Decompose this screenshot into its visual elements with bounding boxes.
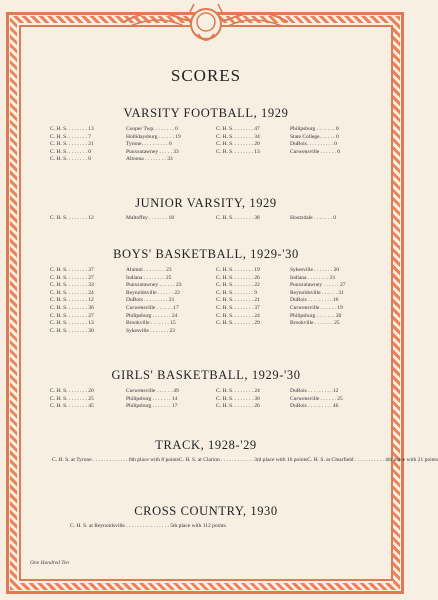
girls-col2 — [126, 388, 179, 411]
crest-ornament-icon — [120, 0, 292, 48]
jv-col3 — [216, 215, 260, 223]
score-line: C. H. S. . . . . . . . 22 — [216, 282, 260, 289]
score-line: Sykesville . . . . . . . 23 — [126, 327, 176, 334]
jv-col1 — [50, 215, 94, 223]
score-line: C. H. S. . . . . . . . 21 — [216, 297, 260, 304]
score-line: Altoona . . . . . . . . 33 — [126, 156, 173, 163]
boys-basketball-title: BOYS' BASKETBALL, 1929-'30 — [113, 247, 299, 261]
score-line: C. H. S. at Reynoldsville . . . . . . . . . . . . . . . . 5th place with 112 points. — [70, 523, 227, 529]
score-line: Philipsburg . . . . . . . 24 — [126, 312, 178, 319]
girls-col4 — [290, 388, 343, 411]
score-line: Brookville . . . . . . . 25 — [290, 320, 340, 327]
score-line: Curwensville . . . . . . 19 — [290, 304, 343, 311]
score-line: C. H. S. . . . . . . . 33 — [50, 282, 94, 289]
score-line: C. H. S. . . . . . . . 13 — [50, 126, 94, 132]
score-line: C. H. S. . . . . . . . 47 — [216, 126, 260, 132]
score-line: Curwensville . . . . . . 49 — [126, 388, 179, 394]
track-title: TRACK, 1928-'29 — [155, 438, 257, 452]
score-line: Cooper Twp. . . . . . . . 0 — [126, 126, 178, 132]
boys-col2 — [126, 267, 181, 335]
score-line: C. H. S. . . . . . . . 38 — [216, 215, 260, 221]
score-line: C. H. S. . . . . . . . 12 — [50, 297, 94, 304]
boys-col1 — [50, 267, 94, 335]
score-line: Philipsburg . . . . . . . 14 — [126, 395, 178, 402]
score-line: C. H. S. . . . . . . . 29 — [216, 320, 260, 327]
cross-country-results — [70, 522, 227, 530]
jv-col2 — [126, 215, 174, 223]
score-line: C. H. S. . . . . . . . 13 — [50, 320, 94, 327]
page-number-footer: One Hundred Ten — [30, 560, 70, 566]
football-col4 — [290, 126, 340, 156]
score-line: Reynoldsville . . . . . . 31 — [290, 289, 344, 296]
score-line: C. H. S. at Clearfield . . . . . . . . . . . 4th place with 21 points — [307, 457, 438, 463]
score-line: Curwensville . . . . . . 25 — [290, 395, 343, 402]
score-line: DuBois . . . . . . . . . 16 — [290, 297, 339, 304]
score-line: State College. . . . . . 0 — [290, 133, 339, 140]
score-line: Curwensville . . . . . . 0 — [290, 148, 340, 155]
boys-col4 — [290, 267, 345, 328]
score-line: C. H. S. . . . . . . . 27 — [50, 274, 94, 281]
score-line: Hollidaysburg . . . . . . 19 — [126, 133, 181, 140]
page-title: SCORES — [170, 66, 242, 85]
score-line: C. H. S. . . . . . . . 37 — [216, 304, 260, 311]
score-line: C. H. S. . . . . . . . 12 — [50, 215, 94, 221]
score-line: C. H. S. . . . . . . . 30 — [216, 395, 260, 402]
score-line: C. H. S. . . . . . . . 24 — [216, 312, 260, 319]
football-col1 — [50, 126, 94, 164]
score-line: C. H. S. . . . . . . . 7 — [50, 133, 91, 140]
score-line: C. H. S. . . . . . . . 27 — [50, 312, 94, 319]
football-col2 — [126, 126, 181, 164]
score-line: C. H. S. . . . . . . . 24 — [50, 289, 94, 296]
score-line: Philipsburg . . . . . . . 20 — [290, 312, 342, 319]
girls-basketball-title: GIRLS' BASKETBALL, 1929-'30 — [111, 368, 301, 382]
score-line: Maltoffey . . . . . . . 18 — [126, 215, 175, 221]
score-line: Philipsburg . . . . . . . 17 — [126, 403, 178, 410]
football-title: VARSITY FOOTBALL, 1929 — [123, 106, 289, 120]
score-line: Houtzdale . . . . . . . 0 — [290, 215, 336, 221]
score-line: C. H. S. at Clarion . . . . . . . . . . . . 3rd place with 16 points — [178, 457, 308, 463]
score-line: Alumni . . . . . . . . 23 — [126, 267, 172, 273]
score-line: C. H. S. . . . . . . . 45 — [50, 403, 94, 410]
score-line: DuBois . . . . . . . . . 46 — [290, 403, 339, 410]
score-line: C. H. S. . . . . . . . 20 — [216, 141, 260, 148]
jv-title: JUNIOR VARSITY, 1929 — [135, 196, 277, 210]
track-results — [52, 456, 438, 464]
girls-col1 — [50, 388, 94, 411]
score-line: DuBois . . . . . . . . . 12 — [290, 388, 339, 394]
score-line: C. H. S. . . . . . . . 19 — [216, 267, 260, 273]
score-line: Curwensville . . . . . . 17 — [126, 304, 179, 311]
jv-col4 — [290, 215, 336, 223]
score-line: C. H. S. . . . . . . . 26 — [216, 403, 260, 410]
score-line: C. H. S. at Tyrone . . . . . . . . . . . . . 6th place with 8 points — [52, 457, 179, 463]
score-line: Brookville . . . . . . . 15 — [126, 320, 176, 327]
score-line: Reynoldsville . . . . . . 22 — [126, 289, 180, 296]
football-col3 — [216, 126, 260, 156]
score-line: Sykesville . . . . . . . 20 — [290, 267, 340, 273]
girls-col3 — [216, 388, 260, 411]
score-line: Tyrone. . . . . . . . . . 6 — [126, 141, 172, 148]
score-line: C. H. S. . . . . . . . 0 — [50, 156, 91, 163]
score-line: C. H. S. . . . . . . . 26 — [216, 274, 260, 281]
cross-country-title: CROSS COUNTRY, 1930 — [134, 504, 278, 518]
score-line: C. H. S. . . . . . . . 34 — [216, 133, 260, 140]
score-line: Philipsburg . . . . . . . 0 — [290, 126, 339, 132]
score-line: C. H. S. . . . . . . . 9 — [216, 289, 257, 296]
score-line: C. H. S. . . . . . . . 21 — [50, 141, 94, 148]
score-line: C. H. S. . . . . . . . 37 — [50, 267, 94, 273]
boys-col3 — [216, 267, 260, 328]
score-line: C. H. S. . . . . . . . 13 — [216, 148, 260, 155]
score-line: C. H. S. . . . . . . . 20 — [50, 388, 94, 394]
score-line: DuBois . . . . . . . . . 21 — [126, 297, 175, 304]
score-line: Punxsutawney . . . . . . 27 — [290, 282, 346, 289]
score-line: Indiana . . . . . . . . 25 — [126, 274, 172, 281]
score-line: C. H. S. . . . . . . . 24 — [216, 388, 260, 394]
score-line: Punxsutawney . . . . . 33 — [126, 148, 179, 155]
score-line: C. H. S. . . . . . . . 36 — [50, 304, 94, 311]
score-line: Indiana . . . . . . . . 21 — [290, 274, 336, 281]
score-line: C. H. S. . . . . . . . 25 — [50, 395, 94, 402]
score-line: C. H. S. . . . . . . . 0 — [50, 148, 91, 155]
score-line: C. H. S. . . . . . . . 30 — [50, 327, 94, 334]
score-line: Punxsutawney . . . . . . 23 — [126, 282, 182, 289]
score-line: DuBois. . . . . . . . . . 0 — [290, 141, 338, 148]
